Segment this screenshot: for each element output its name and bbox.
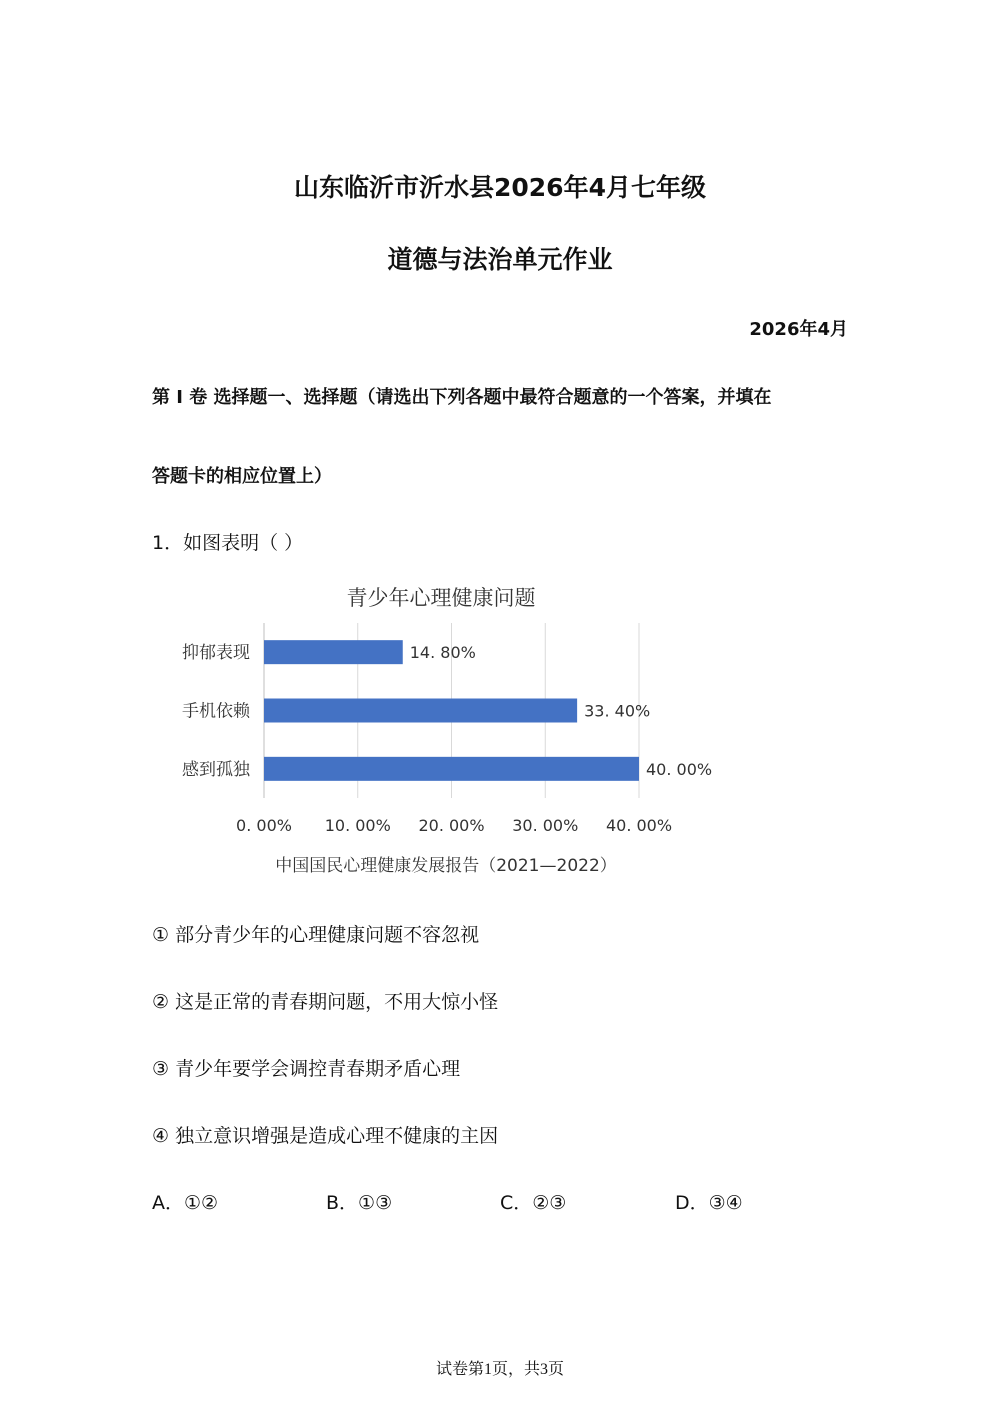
data-label: 40. 00% <box>646 759 713 779</box>
statement-2: ② 这是正常的青春期问题，不用大惊小怪 <box>152 991 499 1013</box>
choice-a[interactable]: A．①② <box>152 1192 219 1214</box>
section-heading-line1: 第 I 卷 选择题一、选择题（请选出下列各题中最符合题意的一个答案，并填在 <box>152 387 772 408</box>
choice-c[interactable]: C．②③ <box>500 1192 567 1214</box>
bar <box>264 640 403 664</box>
document-date: 2026年4月 <box>749 319 848 340</box>
x-tick-label: 0. 00% <box>236 816 292 835</box>
chart-x-ticks <box>236 816 672 835</box>
category-label: 感到孤独 <box>182 759 250 780</box>
x-tick-label: 40. 00% <box>605 816 673 835</box>
page-footer: 试卷第1页，共3页 <box>435 1361 564 1378</box>
x-tick-label: 30. 00% <box>512 816 579 835</box>
category-label: 手机依赖 <box>182 701 250 722</box>
document-subtitle: 道德与法治单元作业 <box>387 245 613 274</box>
data-label: 33. 40% <box>584 701 651 721</box>
choice-b[interactable]: B．①③ <box>326 1192 393 1214</box>
category-label: 抑郁表现 <box>182 643 250 664</box>
chart-title: 青少年心理健康问题 <box>346 586 536 610</box>
x-tick-label: 10. 00% <box>324 816 391 835</box>
x-tick-label: 20. 00% <box>418 816 485 835</box>
bar <box>264 757 639 781</box>
chart-x-axis-label: 中国国民心理健康发展报告（2021—2022） <box>275 856 617 876</box>
bar <box>264 699 577 723</box>
statement-3: ③ 青少年要学会调控青春期矛盾心理 <box>152 1058 461 1080</box>
statement-4: ④ 独立意识增强是造成心理不健康的主因 <box>152 1125 499 1147</box>
statement-1: ① 部分青少年的心理健康问题不容忽视 <box>152 924 480 946</box>
chart-category-labels <box>182 643 251 780</box>
choice-d[interactable]: D．③④ <box>675 1192 743 1214</box>
section-heading-line2: 答题卡的相应位置上） <box>152 466 332 487</box>
document-title: 山东临沂市沂水县2026年4月七年级 <box>294 173 706 202</box>
bar-chart <box>150 575 730 885</box>
question-stem: 1．如图表明（ ） <box>152 532 304 554</box>
data-label: 14. 80% <box>409 643 476 663</box>
